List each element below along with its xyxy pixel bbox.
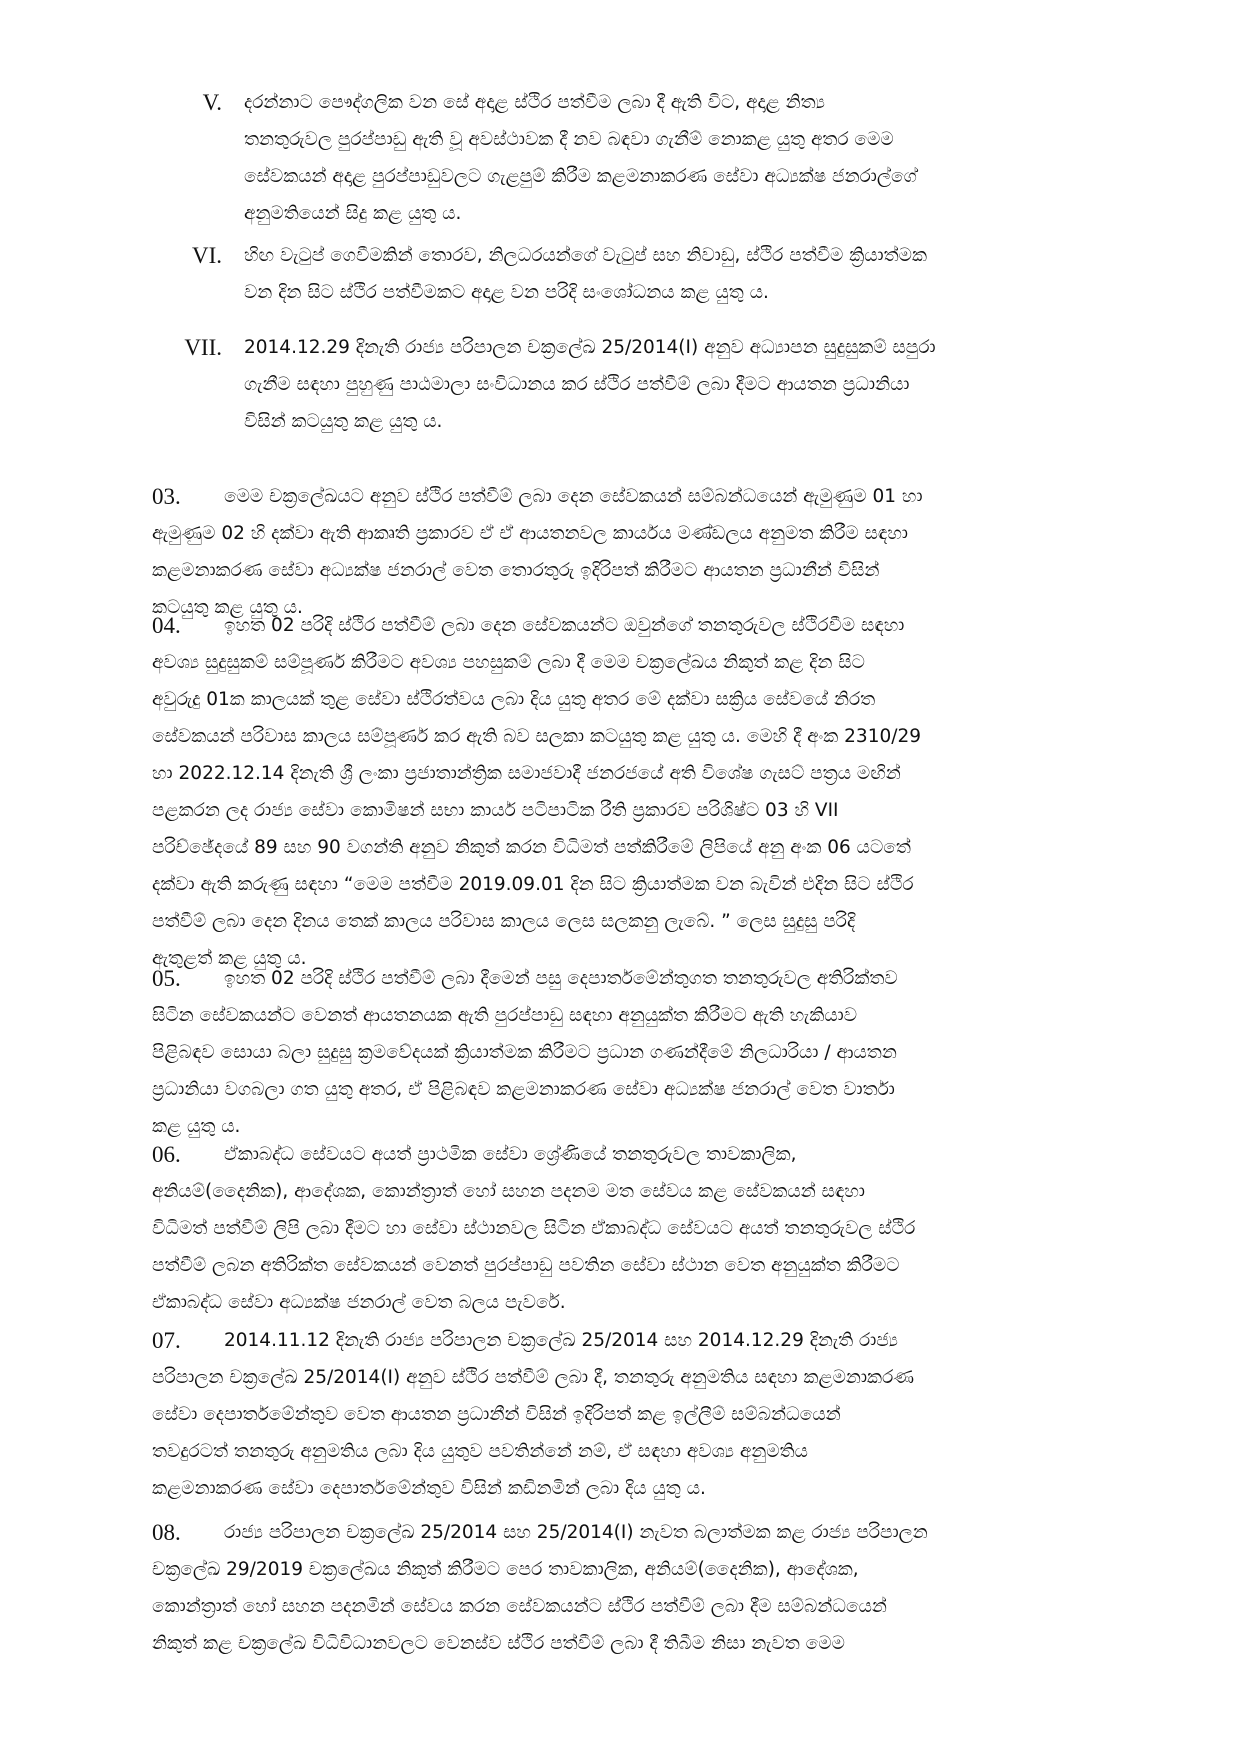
paragraph-text bbox=[152, 1322, 1090, 1507]
text-line: සිටින සේවකයන්ට වෙනත් ආයතනයක ඇති පුරප්පාඩු සඳහා අනුයුක්ත කිරීමට ඇති හැකියාව bbox=[152, 1005, 858, 1026]
text-line: ඒකාබද්ධ සේවයට අයත් ප්‍රාථමික සේවා ශ්‍රේණියේ තනතුරුවල තාවකාලික, bbox=[224, 1144, 797, 1165]
sub-item-text bbox=[244, 329, 1150, 440]
text-line: කළමනාකරණ සේවා අධ්‍යක්ෂ ජනරාල් වෙත තොරතුරු ඉදිරිපත් කිරීමට ආයතන ප්‍රධානීන් විසින් bbox=[152, 560, 880, 581]
paragraph-number: 07. bbox=[152, 1328, 181, 1353]
sub-item-number: V. bbox=[202, 90, 222, 115]
sub-item-number: VII. bbox=[184, 335, 222, 360]
text-line: අනුමතියෙන් සිදු කළ යුතු ය. bbox=[244, 203, 462, 224]
sub-item-number: VI. bbox=[191, 243, 222, 268]
text-line: අවශ්‍ය සුදුසුකම් සම්පූර්ණ කිරීමට අවශ්‍ය පහසුකම් ලබා දී මෙම චක්‍රලේඛය නිකුත් කළ දින සිට bbox=[152, 652, 865, 673]
paragraph-text bbox=[152, 960, 1090, 1145]
text-line: පත්වීම් ලබන අතිරික්ත සේවකයන් වෙනත් පුරප්පාඩු පවතින සේවා ස්ථාන වෙත අනුයුක්ත කිරීමට bbox=[152, 1255, 900, 1276]
text-line: නිකුත් කළ චක්‍රලේඛ විධිවිධානවලට වෙනස්ව ස්ථිර පත්වීම් ලබා දී තිබීම නිසා නැවත මෙම bbox=[152, 1633, 845, 1654]
paragraph-text bbox=[152, 478, 1090, 626]
text-line: අවුරුදු 01ක කාලයක් තුළ සේවා ස්ථිරත්වය ලබා දිය යුතු අතර මේ දක්වා සක්‍රිය සේවයේ නිරත bbox=[152, 689, 876, 710]
paragraph-text bbox=[152, 1136, 1090, 1321]
text-line: කොන්ත්‍රාත් හෝ සහන පදනමින් සේවය කරන සේවකයන්ට ස්ථිර පත්වීම් ලබා දීම සම්බන්ධයෙන් bbox=[152, 1596, 887, 1617]
text-line: ඉහත 02 පරිදි ස්ථිර පත්වීම් ලබා දෙන සේවකයන්ට ඔවුන්ගේ තනතුරුවල ස්ථිරවීම සඳහා bbox=[224, 615, 905, 636]
text-line: හා 2022.12.14 දිනැති ශ්‍රී ලංකා ප්‍රජාතාන්ත්‍රික සමාජවාදී ජනරජයේ අති විශේෂ ගැසට් පත්‍රය මඟින් bbox=[152, 763, 901, 784]
text-line: කළමනාකරණ සේවා දෙපාර්තමේන්තුව විසින් කඩිනමින් ලබා දිය යුතු ය. bbox=[152, 1478, 706, 1499]
paragraph-text bbox=[152, 1514, 1090, 1662]
text-line: හිඟ වැටුප් ගෙවීමකින් තොරව, නිලධරයන්ගේ වැටුප් සහ නිවාඩු, ස්ථිර පත්වීම ක්‍රියාත්මක bbox=[244, 245, 927, 266]
text-line: 2014.12.29 දිනැති රාජ්‍ය පරිපාලන චක්‍රලේඛ 25/2014(I) අනුව අධ්‍යාපන සුදුසුකම් සපුරා bbox=[244, 337, 936, 358]
paragraph-number: 05. bbox=[152, 966, 181, 991]
paragraph-number: 04. bbox=[152, 613, 181, 638]
text-line: ඇතුළත් කළ යුතු ය. bbox=[152, 948, 307, 969]
text-line: පිළිබඳව සොයා බලා සුදුසු ක්‍රමවේදයක් ක්‍රියාත්මක කිරීමට ප්‍රධාන ගණන්දීමේ නිලධාරියා / ආයතන bbox=[152, 1042, 897, 1063]
text-line: ඇමුණුම 02 හි දක්වා ඇති ආකෘති ප්‍රකාරව ඒ ඒ ආයතනවල කාර්යය මණ්ඩලය අනුමත කිරීම සඳහා bbox=[152, 523, 908, 544]
sub-item-text bbox=[244, 237, 1150, 311]
text-line: දක්වා ඇති කරුණු සඳහා “මෙම පත්වීම 2019.09.01 දින සිට ක්‍රියාත්මක වන බැවින් එදින සිට ස්ථිර bbox=[152, 874, 914, 895]
text-line: වන දින සිට ස්ථිර පත්වීමකට අදාළ වන පරිදි සංශෝධනය කළ යුතු ය. bbox=[244, 282, 769, 303]
text-line: චක්‍රලේඛ 29/2019 චක්‍රලේඛය නිකුත් කිරීමට පෙර තාවකාලික, අනියම්(දෛනික), ආදේශක, bbox=[152, 1559, 859, 1580]
text-line: පත්වීම් ලබා දෙන දිනය තෙක් කාලය පරිවාස කාලය ලෙස සලකනු ලැබේ. ” ලෙස සුදුසු පරිදි bbox=[152, 911, 856, 932]
text-line: කටයුතු කළ යුතු ය. bbox=[152, 597, 303, 618]
text-line: තවදුරටත් තනතුරු අනුමතිය ලබා දිය යුතුව පවතින්නේ නම්, ඒ සඳහා අවශ්‍ය අනුමතිය bbox=[152, 1441, 808, 1462]
text-line: තනතුරුවල පුරප්පාඩු ඇති වූ අවස්ථාවක දී නව බඳවා ගැනීම් නොකළ යුතු අතර මෙම bbox=[244, 129, 894, 150]
text-line: ගැනීම සඳහා පුහුණු පාඨමාලා සංවිධානය කර ස්ථිර පත්වීම් ලබා දීමට ආයතන ප්‍රධානියා bbox=[244, 374, 910, 395]
text-line: කළ යුතු ය. bbox=[152, 1116, 241, 1137]
text-line: පරිච්ඡේදයේ 89 සහ 90 වගන්ති අනුව නිකුත් කරන විධිමත් පත්කිරීමේ ලිපියේ අනු අංක 06 යටතේ bbox=[152, 837, 911, 858]
text-line: මෙම චක්‍රලේඛයට අනුව ස්ථිර පත්වීම් ලබා දෙන සේවකයන් සම්බන්ධයෙන් ඇමුණුම 01 හා bbox=[224, 486, 923, 507]
sub-item-text bbox=[244, 84, 1150, 232]
text-line: සේවකයන් අදාළ පුරප්පාඩුවලට ගැළපුම් කිරීම කළමනාකරණ සේවා අධ්‍යක්ෂ ජනරාල්ගේ bbox=[244, 166, 917, 187]
text-line: සේවකයන් පරිවාස කාලය සම්පූර්ණ කර ඇති බව සලකා කටයුතු කළ යුතු ය. මෙහි දී අංක 2310/29 bbox=[152, 726, 922, 747]
paragraph-text bbox=[152, 607, 1090, 977]
paragraph-number: 08. bbox=[152, 1520, 181, 1545]
paragraph-number: 06. bbox=[152, 1142, 181, 1167]
text-line: ඉහත 02 පරිදි ස්ථිර පත්වීම් ලබා දීමෙන් පසු දෙපාර්තමේන්තුගත තනතුරුවල අතිරික්තව bbox=[224, 968, 898, 989]
text-line: විධිමත් පත්වීම් ලිපි ලබා දීමට හා සේවා ස්ථානවල සිටින ඒකාබද්ධ සේවයට අයත් තනතුරුවල ස්ථිර bbox=[152, 1218, 916, 1239]
text-line: ඒකාබද්ධ සේවා අධ්‍යක්ෂ ජනරාල් වෙත බලය පැවරේ. bbox=[152, 1292, 566, 1313]
text-line: අනියම්(දෛනික), ආදේශක, කොන්ත්‍රාත් හෝ සහන පදනම මත සේවය කළ සේවකයන් සඳහා bbox=[152, 1181, 866, 1202]
text-line: පළකරන ලද රාජ්‍ය සේවා කොමිෂන් සභා කාර්ය පටිපාටික රීති ප්‍රකාරව පරිශිෂ්ට 03 හි VII bbox=[152, 800, 839, 821]
text-line: ප්‍රධානියා වගබලා ගත යුතු අතර, ඒ පිළිබඳව කළමනාකරණ සේවා අධ්‍යක්ෂ ජනරාල් වෙත වාර්තා bbox=[152, 1079, 895, 1100]
text-line: විසින් කටයුතු කළ යුතු ය. bbox=[244, 411, 443, 432]
text-line: සේවා දෙපාර්තමේන්තුව වෙත ආයතන ප්‍රධානීන් විසින් ඉදිරිපත් කළ ඉල්ලීම් සම්බන්ධයෙන් bbox=[152, 1404, 841, 1425]
text-line: දරන්නාට පෞද්ගලික වන සේ අදාළ ස්ථිර පත්වීම ලබා දී ඇති විට, අදාළ නිත්‍ය bbox=[244, 92, 825, 113]
text-line: පරිපාලන චක්‍රලේඛ 25/2014(I) අනුව ස්ථිර පත්වීම් ලබා දී, තනතුරු අනුමතිය සඳහා කළමනාකරණ bbox=[152, 1367, 915, 1388]
text-line: 2014.11.12 දිනැති රාජ්‍ය පරිපාලන චක්‍රලේඛ 25/2014 සහ 2014.12.29 දිනැති රාජ්‍ය bbox=[224, 1330, 898, 1351]
paragraph-number: 03. bbox=[152, 484, 181, 509]
text-line: රාජ්‍ය පරිපාලන චක්‍රලේඛ 25/2014 සහ 25/2014(I) නැවත බලාත්මක කළ රාජ්‍ය පරිපාලන bbox=[224, 1522, 928, 1543]
